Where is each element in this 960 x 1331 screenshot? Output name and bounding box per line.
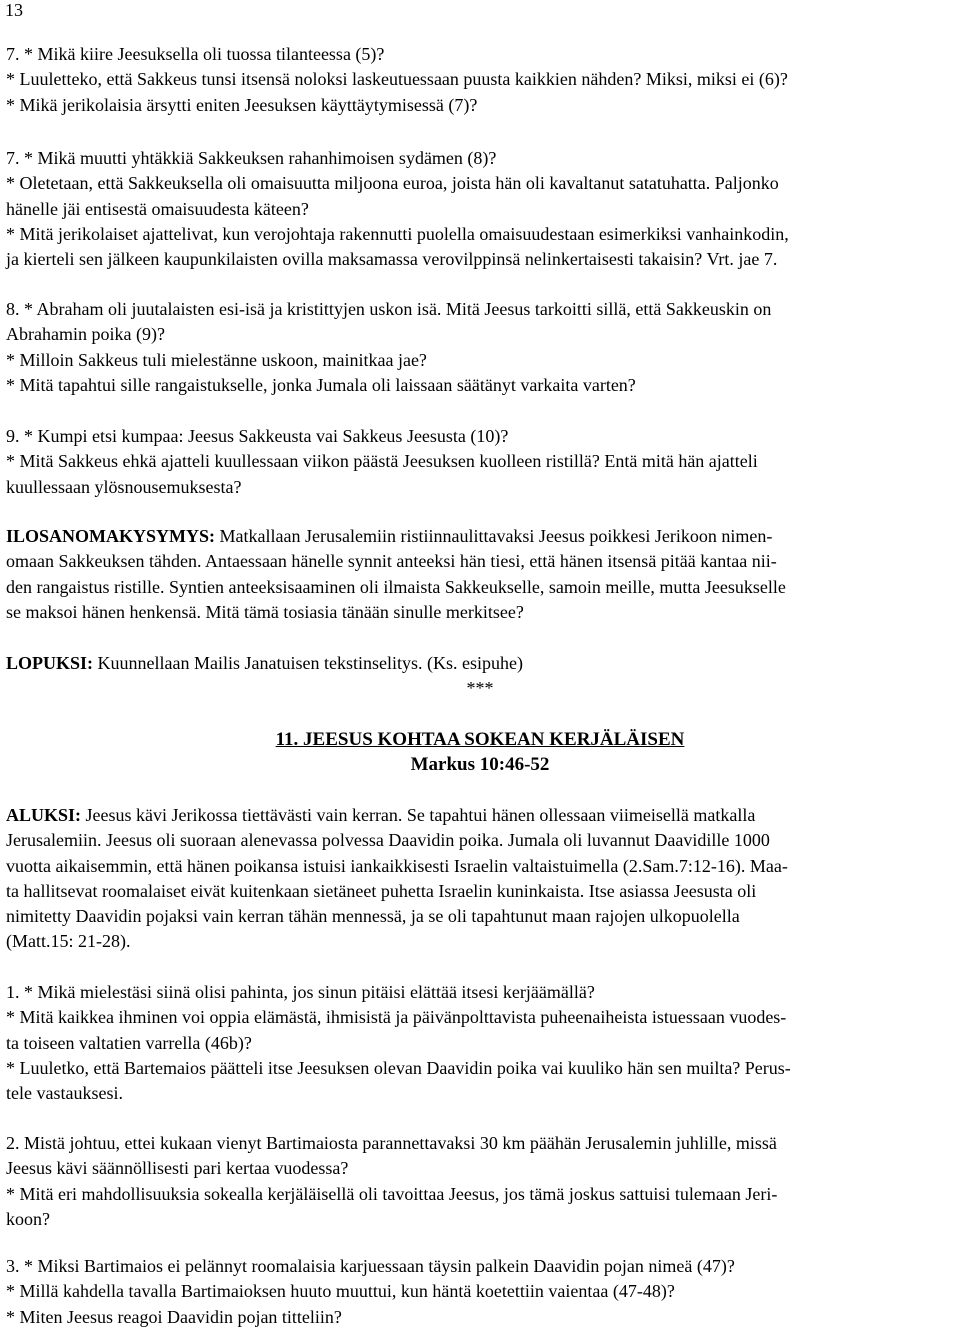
text-line: (Matt.15: 21-28).	[6, 931, 131, 952]
text-line: hänelle jäi entisestä omaisuudesta käteen?	[6, 198, 309, 219]
ilosanoma-first-line: Matkallaan Jerusalemiin ristiinnaulittavaksi Jeesus poikkesi Jerikoon nimen-	[215, 526, 773, 546]
question-block-8	[6, 297, 954, 398]
text-line: * Milloin Sakkeus tuli mielestänne uskoon, mainitkaa jae?	[6, 349, 427, 370]
text-line: * Mikä jerikolaisia ärsytti eniten Jeesuksen käyttäytymisessä (7)?	[6, 94, 478, 115]
question-block-9	[6, 424, 954, 500]
text-line: * Millä kahdella tavalla Bartimaioksen huuto muuttui, kun häntä koetettiin vaientaa (47-48)?	[6, 1281, 675, 1302]
text-line: 9. * Kumpi etsi kumpaa: Jeesus Sakkeusta vai Sakkeus Jeesusta (10)?	[6, 426, 509, 446]
section-title: 11. JEESUS KOHTAA SOKEAN KERJÄLÄISEN	[275, 729, 685, 750]
text-line: 1. * Mikä mielestäsi siinä olisi pahinta, jos sinun pitäisi elättää itsesi kerjäämällä?	[6, 982, 595, 1002]
text-line: koon?	[6, 1208, 50, 1229]
text-line: ja kierteli sen jälkeen kaupunkilaisten ovilla maksamassa verovilppinsä nelinkertaisesti takaisin? Vrt. jae 7.	[6, 249, 778, 270]
text-line	[6, 524, 954, 549]
text-line: kuullessaan ylösnousemuksesta?	[6, 476, 242, 497]
text-line: tele vastauksesi.	[6, 1083, 123, 1104]
text-line: ta toiseen valtatien varrella (46b)?	[6, 1032, 252, 1053]
aluksi-label: ALUKSI:	[6, 805, 82, 825]
text-line: * Mitä Sakkeus ehkä ajatteli kuullessaan viikon päästä Jeesuksen kuolleen ristillä? Entä mitä hän ajatteli	[6, 451, 758, 472]
page-number: 13	[5, 0, 23, 20]
text-line: * Luuletteko, että Sakkeus tunsi itsensä noloksi laskeutuessaan puusta kaikkien nähden? Miksi, miksi ei (6)?	[6, 69, 788, 90]
text-line: 7. * Mikä muutti yhtäkkiä Sakkeuksen rahanhimoisen sydämen (8)?	[6, 148, 497, 168]
text-line: 8. * Abraham oli juutalaisten esi-isä ja kristittyjen uskon isä. Mitä Jeesus tarkoitti sillä, että Sakkeuskin on	[6, 299, 772, 319]
lopuksi-label: LOPUKSI:	[6, 653, 94, 673]
text-line: * Mitä eri mahdollisuuksia sokealla kerjäläisellä oli tavoittaa Jeesus, jos tämä joskus sattuisi tulemaan Jeri-	[6, 1183, 778, 1204]
text-line: * Oletetaan, että Sakkeuksella oli omaisuutta miljoona euroa, joista hän oli kavaltanut satatuhatta. Paljonko	[6, 173, 779, 194]
aluksi-first-line: Jeesus kävi Jerikossa tiettävästi vain kerran. Se tapahtui hänen ollessaan viimeisellä matkalla	[81, 805, 756, 825]
question-block-s3	[6, 1254, 954, 1330]
section-heading	[6, 727, 954, 778]
text-line: * Mitä tapahtui sille rangaistukselle, jonka Jumala oli laissaan säätänyt varkaita varten?	[6, 374, 636, 395]
aluksi-block	[6, 803, 954, 955]
text-line: omaan Sakkeuksen tähden. Antaessaan hänelle synnit anteeksi hän tiesi, että hänen itsensä pitää kantaa nii-	[6, 551, 777, 572]
text-line: se maksoi hänen henkensä. Mitä tämä tosiasia tänään sinulle merkitsee?	[6, 601, 524, 622]
text-line: * Mitä jerikolaiset ajattelivat, kun verojohtaja rakennutti puolella omaisuudestaan esimerkiksi vanhainkodin,	[6, 223, 789, 244]
text-line: nimitetty Daavidin pojaksi vain kerran tähän mennessä, ja se oli tapahtunut maan rajojen ulkopuolella	[6, 906, 740, 927]
text-line: * Miten Jeesus reagoi Daavidin pojan titteliin?	[6, 1306, 342, 1327]
text-line	[6, 803, 954, 828]
ilosanoma-label: ILOSANOMAKYSYMYS:	[6, 526, 216, 546]
text-line: 7. * Mikä kiire Jeesuksella oli tuossa tilanteessa (5)?	[6, 44, 385, 64]
text-line: Jerusalemiin. Jeesus oli suoraan alenevassa polvessa Daavidin poika. Jumala oli luvannut Daavidille 1000	[6, 830, 770, 851]
question-block-s2	[6, 1131, 954, 1232]
text-line: vuotta aikaisemmin, että hänen poikansa istuisi iankaikkisesti Israelin valtaistuimella (2.Sam.7:12-16). Maa-	[6, 855, 788, 876]
separator: ***	[466, 678, 494, 699]
text-line: 2. Mistä johtuu, ettei kukaan vienyt Bartimaiosta parannettavaksi 30 km päähän Jerusalemin juhlille, missä	[6, 1133, 777, 1153]
section-reference: Markus 10:46-52	[410, 754, 550, 776]
text-line: Jeesus kävi säännöllisesti pari kertaa vuodessa?	[6, 1158, 349, 1179]
lopuksi-text: Kuunnellaan Mailis Janatuisen tekstinselitys. (Ks. esipuhe)	[93, 653, 523, 673]
lopuksi-block	[6, 651, 954, 702]
question-block-7-previous	[6, 42, 954, 118]
text-line: * Mitä kaikkea ihminen voi oppia elämästä, ihmisistä ja päivänpolttavista puheenaiheista istuessaan vuodes-	[6, 1007, 787, 1028]
question-block-7	[6, 146, 954, 272]
ilosanoma-block	[6, 524, 954, 625]
text-line: Abrahamin poika (9)?	[6, 324, 165, 345]
text-line: 3. * Miksi Bartimaios ei pelännyt roomalaisia karjuessaan täysin palkein Daavidin pojan nimeä (47)?	[6, 1256, 735, 1276]
text-line: den rangaistus ristille. Syntien anteeksisaaminen oli ilmaista Sakkeukselle, samoin meille, mutta Jeesukselle	[6, 576, 786, 597]
text-line: * Luuletko, että Bartemaios päätteli itse Jeesuksen olevan Daavidin poika vai kuuliko hän sen muilta? Perus-	[6, 1057, 791, 1078]
question-block-s1	[6, 980, 954, 1106]
text-line	[6, 651, 954, 676]
text-line: ta hallitsevat roomalaiset eivät kuitenkaan sietäneet puhetta Israelin kuninkaista. Itse asiassa Jeesusta oli	[6, 880, 757, 901]
